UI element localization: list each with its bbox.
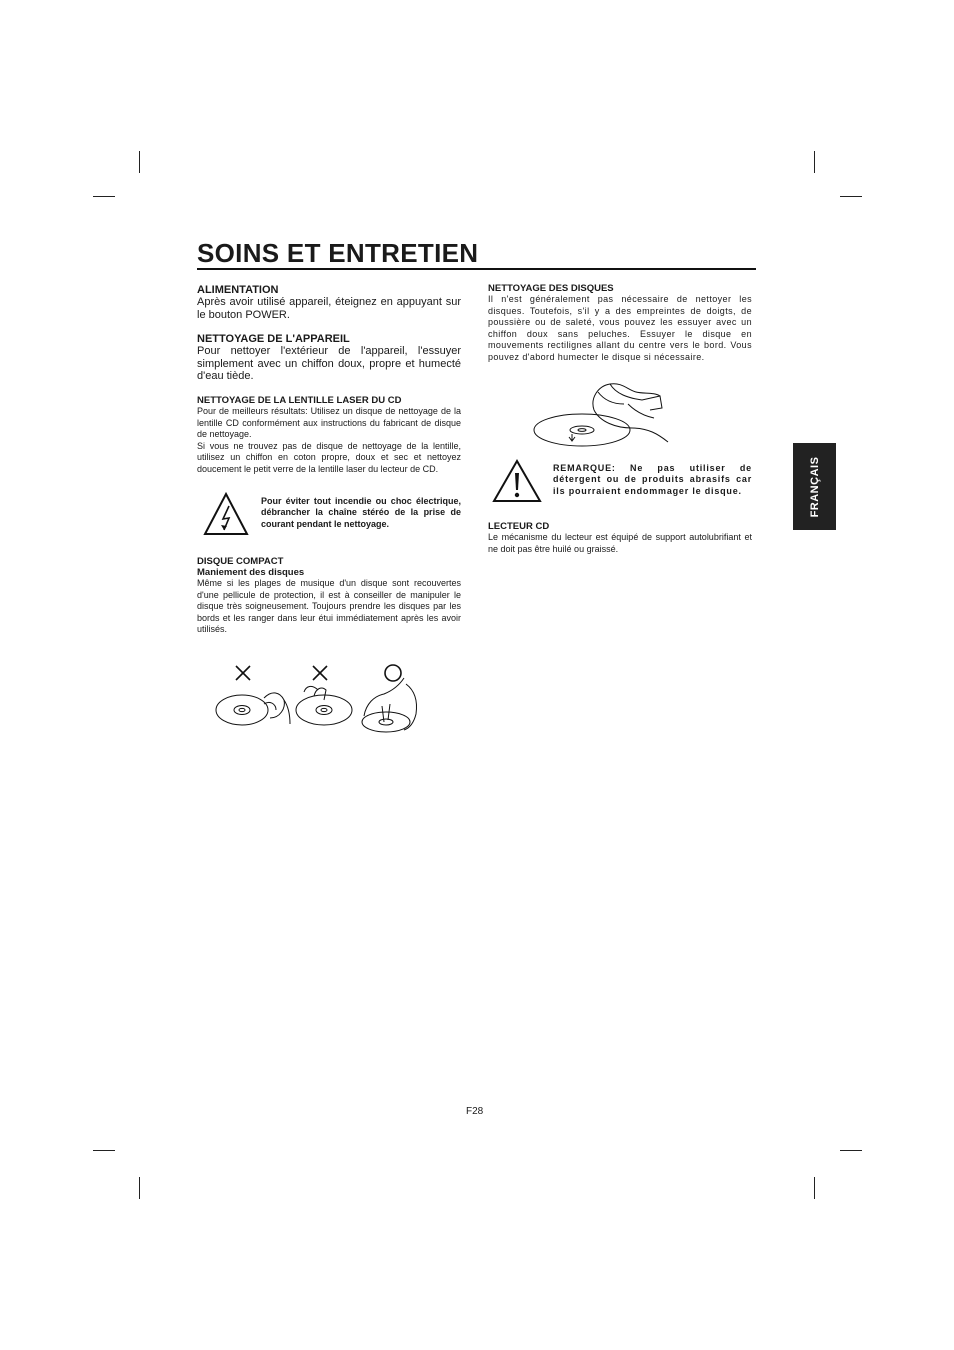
crop-mark [814, 151, 815, 173]
correct-mark-icon [385, 665, 401, 681]
language-tab-label: FRANÇAIS [808, 456, 821, 517]
crop-mark [93, 1150, 115, 1151]
warning-remarque [488, 459, 752, 509]
section-nettoyage-disques [488, 283, 752, 364]
exclamation-warning-icon [492, 459, 542, 503]
crop-mark [814, 1177, 815, 1199]
crop-mark [840, 1150, 862, 1151]
disc-handling-illustration [214, 660, 454, 740]
section-heading: NETTOYAGE DE L'APPAREIL [197, 333, 350, 345]
warning-shock [197, 490, 461, 540]
section-subheading: Maniement des disques [197, 567, 305, 578]
electric-shock-warning-icon [203, 492, 249, 536]
section-nettoyage-lentille [197, 395, 461, 476]
section-text: Si vous ne trouvez pas de disque de nettoyage de la lentille, utilisez un chiffon en coton propre, doux et sec et nettoyez doucement le petit verre de la lentille laser du lecteur de CD. [197, 440, 461, 474]
section-heading: ALIMENTATION [197, 284, 279, 296]
section-alimentation [197, 284, 461, 321]
section-nettoyage-appareil [197, 333, 461, 383]
section-heading: NETTOYAGE DES DISQUES [488, 283, 614, 294]
section-text: Pour de meilleurs résultats: Utilisez un disque de nettoyage de la lentille CD conformément aux instructions du fabricant de disque de nettoyage. [197, 406, 461, 440]
section-text: Après avoir utilisé appareil, éteignez en appuyant sur le bouton POWER. [197, 296, 461, 321]
section-heading: DISQUE COMPACT [197, 556, 284, 567]
section-disque-compact [197, 556, 461, 636]
remarque-text: REMARQUE: Ne pas utiliser de détergent ou de produits abrasifs car ils pourraient endommager le disque. [553, 463, 752, 496]
section-text: Pour nettoyer l'extérieur de l'appareil, l'essuyer simplement avec un chiffon doux, propre et humecté d'eau tiède. [197, 345, 461, 383]
warning-shock-text: Pour éviter tout incendie ou choc électrique, débrancher la chaîne stéréo de la prise de courant pendant le nettoyage. [261, 496, 461, 529]
section-heading: NETTOYAGE DE LA LENTILLE LASER DU CD [197, 395, 402, 406]
section-lecteur-cd [488, 521, 752, 555]
crop-mark [93, 196, 115, 197]
section-heading: LECTEUR CD [488, 521, 550, 532]
crop-mark [139, 151, 140, 173]
section-text: Le mécanisme du lecteur est équipé de support autolubrifiant et ne doit pas être huilé ou graissé. [488, 532, 752, 554]
crop-mark [840, 196, 862, 197]
section-text: Il n'est généralement pas nécessaire de nettoyer les disques. Toutefois, s'il y a des empreintes de doigts, de poussière ou de saleté, vous pouvez les essuyer avec un chiffon doux sans peluches. Essuyer le disque en mouvements rectilignes allant du centre vers le bord. Vous pouvez d'abord humecter le disque si nécessaire. [488, 294, 752, 362]
crop-mark [139, 1177, 140, 1199]
language-tab [793, 443, 836, 530]
title-rule [197, 268, 756, 270]
section-text: Même si les plages de musique d'un disque sont recouvertes d'une pellicule de protection, il est à conseiller de manipuler le disque très soigneusement. Toujours prendre les disques par les bords et les ranger dans leur étui immédiatement après les avoir utilisés. [197, 578, 461, 635]
page-title: SOINS ET ENTRETIEN [197, 238, 479, 268]
page-number: F28 [466, 1106, 484, 1117]
disc-cleaning-illustration [532, 382, 692, 452]
